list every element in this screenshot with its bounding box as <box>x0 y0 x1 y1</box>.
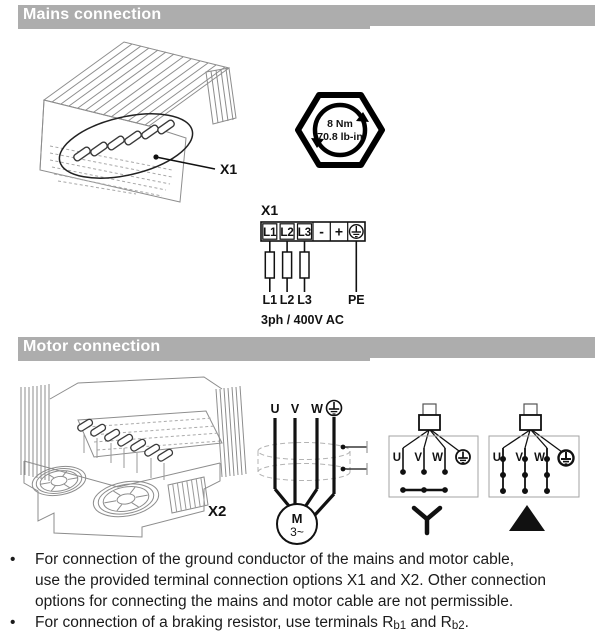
fuse-symbols <box>265 252 309 278</box>
bullet-segment: . <box>464 614 469 631</box>
bullet-text <box>35 612 469 637</box>
torque-lbin: 70.8 lb-in <box>317 131 363 143</box>
x1-highlight-ellipse <box>53 102 199 189</box>
heatsink-line-art <box>40 42 236 202</box>
motor-wires <box>275 417 334 516</box>
motor-device-drawing <box>8 365 263 545</box>
bullet-line: For connection of the ground conductor of the mains and motor cable, <box>35 551 515 568</box>
label-v: V <box>414 452 422 464</box>
cable-end <box>524 404 537 415</box>
cell-l2: L2 <box>280 227 294 239</box>
fanout-wires <box>503 430 562 452</box>
rating-label: 3ph / 400V AC <box>261 313 344 327</box>
bullet-marker: • <box>10 614 16 631</box>
x1-block-label: X1 <box>261 202 279 218</box>
label-v: V <box>515 452 523 464</box>
label-u: U <box>492 452 501 464</box>
terminal-pins <box>73 119 176 162</box>
pe-ground-icon <box>350 225 364 239</box>
x1-callout-label: X1 <box>220 161 238 177</box>
cable-gland <box>419 415 440 430</box>
bullet-segment: For connection of a braking resistor, use terminals R <box>35 614 394 631</box>
fanout-wires <box>403 430 459 451</box>
mains-device-drawing <box>14 30 239 212</box>
motor-cable-schematic <box>250 396 380 548</box>
list-item <box>10 612 602 637</box>
cable-shield <box>258 443 350 481</box>
wire-label-l1: L1 <box>262 293 278 307</box>
section-title: Mains connection <box>23 6 162 23</box>
bullet-line: use the provided terminal connection options X1 and X2. Other connection <box>35 572 546 589</box>
cable-gland <box>520 415 541 430</box>
x2-callout-label: X2 <box>208 503 227 520</box>
shield-clamp <box>341 441 367 475</box>
pe-label: PE <box>347 293 365 307</box>
bullet-segment: and R <box>406 614 452 631</box>
list-item <box>10 549 602 612</box>
section-title: Motor connection <box>23 338 161 355</box>
motor-m: M <box>291 511 303 526</box>
subscript-b1: b1 <box>393 620 407 632</box>
section-header-motor <box>18 337 595 358</box>
bullet-text <box>35 549 546 612</box>
delta-wiring-diagram <box>487 402 587 537</box>
subscript-b2: b2 <box>451 620 465 632</box>
section-header-mains <box>18 5 595 26</box>
label-u: U <box>270 402 280 416</box>
motor-phase: 3~ <box>290 525 304 539</box>
cell-plus: + <box>334 223 344 240</box>
cell-minus: - <box>319 223 324 240</box>
cable-end <box>423 404 436 415</box>
pe-ground-icon <box>559 451 574 466</box>
label-u: U <box>392 452 401 464</box>
label-v: V <box>290 402 300 416</box>
label-w: W <box>432 452 443 464</box>
label-w: W <box>534 452 545 464</box>
wire-label-l2: L2 <box>279 293 295 307</box>
terminal-pins <box>77 418 174 480</box>
cell-l1: L1 <box>263 227 277 239</box>
star-symbol <box>414 508 440 533</box>
vent-hatch <box>173 478 205 512</box>
delta-symbol <box>509 505 545 531</box>
pe-ground-icon <box>456 450 470 464</box>
pe-ground-icon <box>327 401 342 416</box>
label-w: W <box>311 402 323 416</box>
torque-nm: 8 Nm <box>327 118 353 130</box>
fan-left <box>30 463 88 500</box>
fan-right <box>91 477 162 522</box>
notes-list <box>10 549 602 637</box>
wire-label-l3: L3 <box>297 293 312 307</box>
torque-nut-icon <box>294 88 386 172</box>
star-wiring-diagram <box>385 402 485 537</box>
bullet-marker: • <box>10 551 16 568</box>
bullet-line: options for connecting the mains and motor cable are not permissible. <box>35 593 514 610</box>
x1-terminal-schematic <box>253 200 388 330</box>
cell-l3: L3 <box>297 227 312 239</box>
